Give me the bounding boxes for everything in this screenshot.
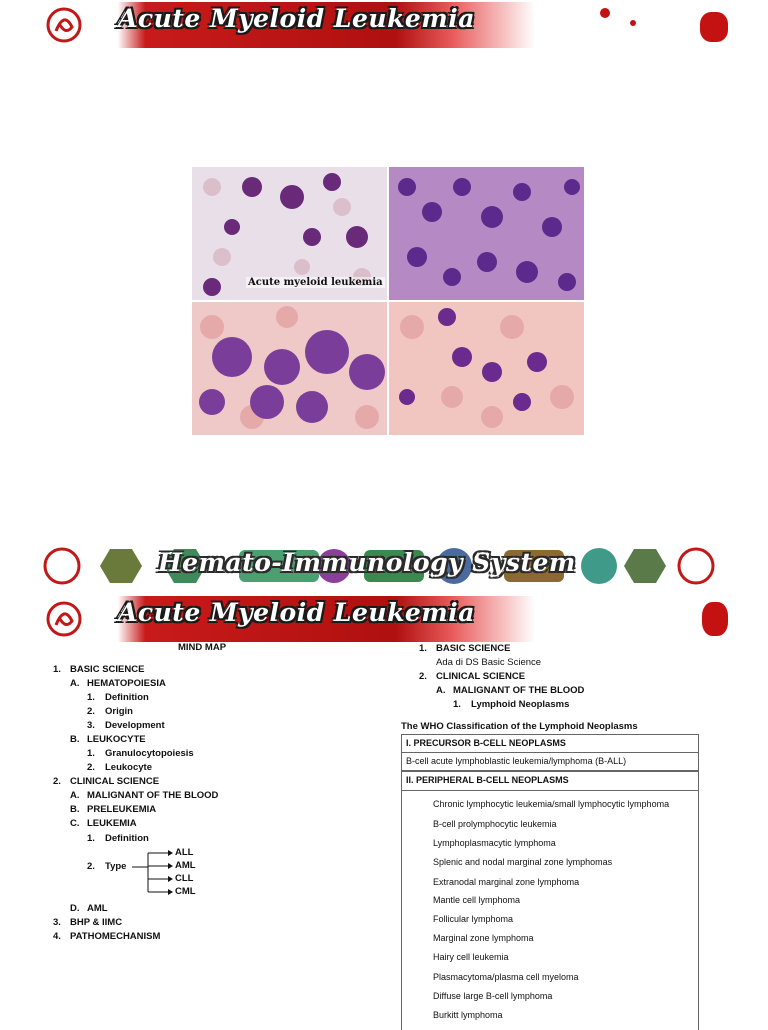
list-item: AML xyxy=(87,903,108,914)
list-item: LEUKOCYTE xyxy=(87,734,146,745)
list-number: A. xyxy=(70,678,80,689)
ribbon-logo-icon xyxy=(46,5,82,45)
list-number: 2. xyxy=(419,671,427,682)
table-row: B-cell prolymphocytic leukemia xyxy=(433,819,557,829)
list-item: CLINICAL SCIENCE xyxy=(70,776,160,787)
type-cll: CLL xyxy=(175,873,194,884)
table-row: Mantle cell lymphoma xyxy=(433,895,521,905)
list-number: C. xyxy=(70,818,80,829)
type-cml: CML xyxy=(175,886,196,897)
list-number: A. xyxy=(70,790,80,801)
table-row: Marginal zone lymphoma xyxy=(433,933,534,943)
list-item: Development xyxy=(105,720,165,731)
list-number: 3. xyxy=(53,917,61,928)
list-number: 2. xyxy=(87,861,95,872)
list-item: MALIGNANT OF THE BLOOD xyxy=(87,790,219,801)
list-item: Lymphoid Neoplasms xyxy=(471,699,570,710)
list-item: Leukocyte xyxy=(105,762,152,773)
list-item: MALIGNANT OF THE BLOOD xyxy=(453,685,585,696)
table-row: Chronic lymphocytic leukemia/small lymphocytic lymphoma xyxy=(433,799,670,809)
type-aml: AML xyxy=(175,860,196,871)
list-item: CLINICAL SCIENCE xyxy=(436,671,526,682)
title-banner-second xyxy=(34,596,730,642)
list-item: Origin xyxy=(105,706,133,717)
list-item: HEMATOPOIESIA xyxy=(87,678,166,689)
list-item: BHP & IIMC xyxy=(70,917,123,928)
list-item: Definition xyxy=(105,692,149,703)
blood-splatter xyxy=(600,8,610,18)
list-item: PRELEUKEMIA xyxy=(87,804,157,815)
image-caption: Acute myeloid leukemia xyxy=(248,277,383,288)
table-row: Follicular lymphoma xyxy=(433,914,514,924)
blood-splatter xyxy=(700,12,728,42)
list-number: A. xyxy=(436,685,446,696)
peripheral-section-header xyxy=(401,771,699,791)
list-item: Type xyxy=(105,861,127,872)
table-row: Diffuse large B-cell lymphoma xyxy=(433,991,553,1001)
strip-title: Hemato-Immunology System xyxy=(158,548,576,577)
list-number: 2. xyxy=(53,776,61,787)
list-number: 2. xyxy=(87,706,95,717)
banner-title: Acute Myeloid Leukemia xyxy=(118,598,475,627)
precursor-section-header xyxy=(401,734,699,753)
list-number: D. xyxy=(70,903,80,914)
table-row: Splenic and nodal marginal zone lymphomas xyxy=(433,857,613,867)
table-row: Plasmacytoma/plasma cell myeloma xyxy=(433,972,579,982)
mind-map-heading: MIND MAP xyxy=(178,642,227,653)
table-cell: B-cell acute lymphoblastic leukemia/lymphoma (B-ALL) xyxy=(406,756,627,766)
who-classification-title: The WHO Classification of the Lymphoid Neoplasms xyxy=(401,721,638,732)
precursor-section-item xyxy=(401,752,699,771)
type-branch-arrows xyxy=(128,846,174,896)
list-number: 1. xyxy=(419,643,427,654)
section-heading: I. PRECURSOR B-CELL NEOPLASMS xyxy=(406,738,566,748)
list-item: BASIC SCIENCE xyxy=(436,643,511,654)
blood-splatter xyxy=(702,602,728,636)
banner-title: Acute Myeloid Leukemia xyxy=(118,4,475,33)
section-heading: II. PERIPHERAL B-CELL NEOPLASMS xyxy=(406,775,569,785)
list-item: Definition xyxy=(105,833,149,844)
table-row: Lymphoplasmacytic lymphoma xyxy=(433,838,556,848)
list-number: 1. xyxy=(87,692,95,703)
list-item: PATHOMECHANISM xyxy=(70,931,161,942)
list-number: 3. xyxy=(87,720,95,731)
list-item: BASIC SCIENCE xyxy=(70,664,145,675)
list-number: 1. xyxy=(453,699,461,710)
list-item: Granulocytopoiesis xyxy=(105,748,194,759)
list-number: 4. xyxy=(53,931,61,942)
list-number: B. xyxy=(70,804,80,815)
list-number: 1. xyxy=(87,748,95,759)
leukemia-microscopy-image xyxy=(192,167,584,435)
ribbon-logo-icon xyxy=(46,599,82,639)
blood-splatter xyxy=(630,20,636,26)
list-number: 1. xyxy=(87,833,95,844)
list-number: 1. xyxy=(53,664,61,675)
title-banner-top xyxy=(34,2,730,48)
list-item: Ada di DS Basic Science xyxy=(436,657,542,668)
table-row: Burkitt lymphoma xyxy=(433,1010,503,1020)
table-row: Extranodal marginal zone lymphoma xyxy=(433,877,580,887)
list-number: 2. xyxy=(87,762,95,773)
type-all: ALL xyxy=(175,847,194,858)
peripheral-section-list xyxy=(401,790,699,1030)
list-number: B. xyxy=(70,734,80,745)
list-item: LEUKEMIA xyxy=(87,818,137,829)
table-row: Hairy cell leukemia xyxy=(433,952,509,962)
